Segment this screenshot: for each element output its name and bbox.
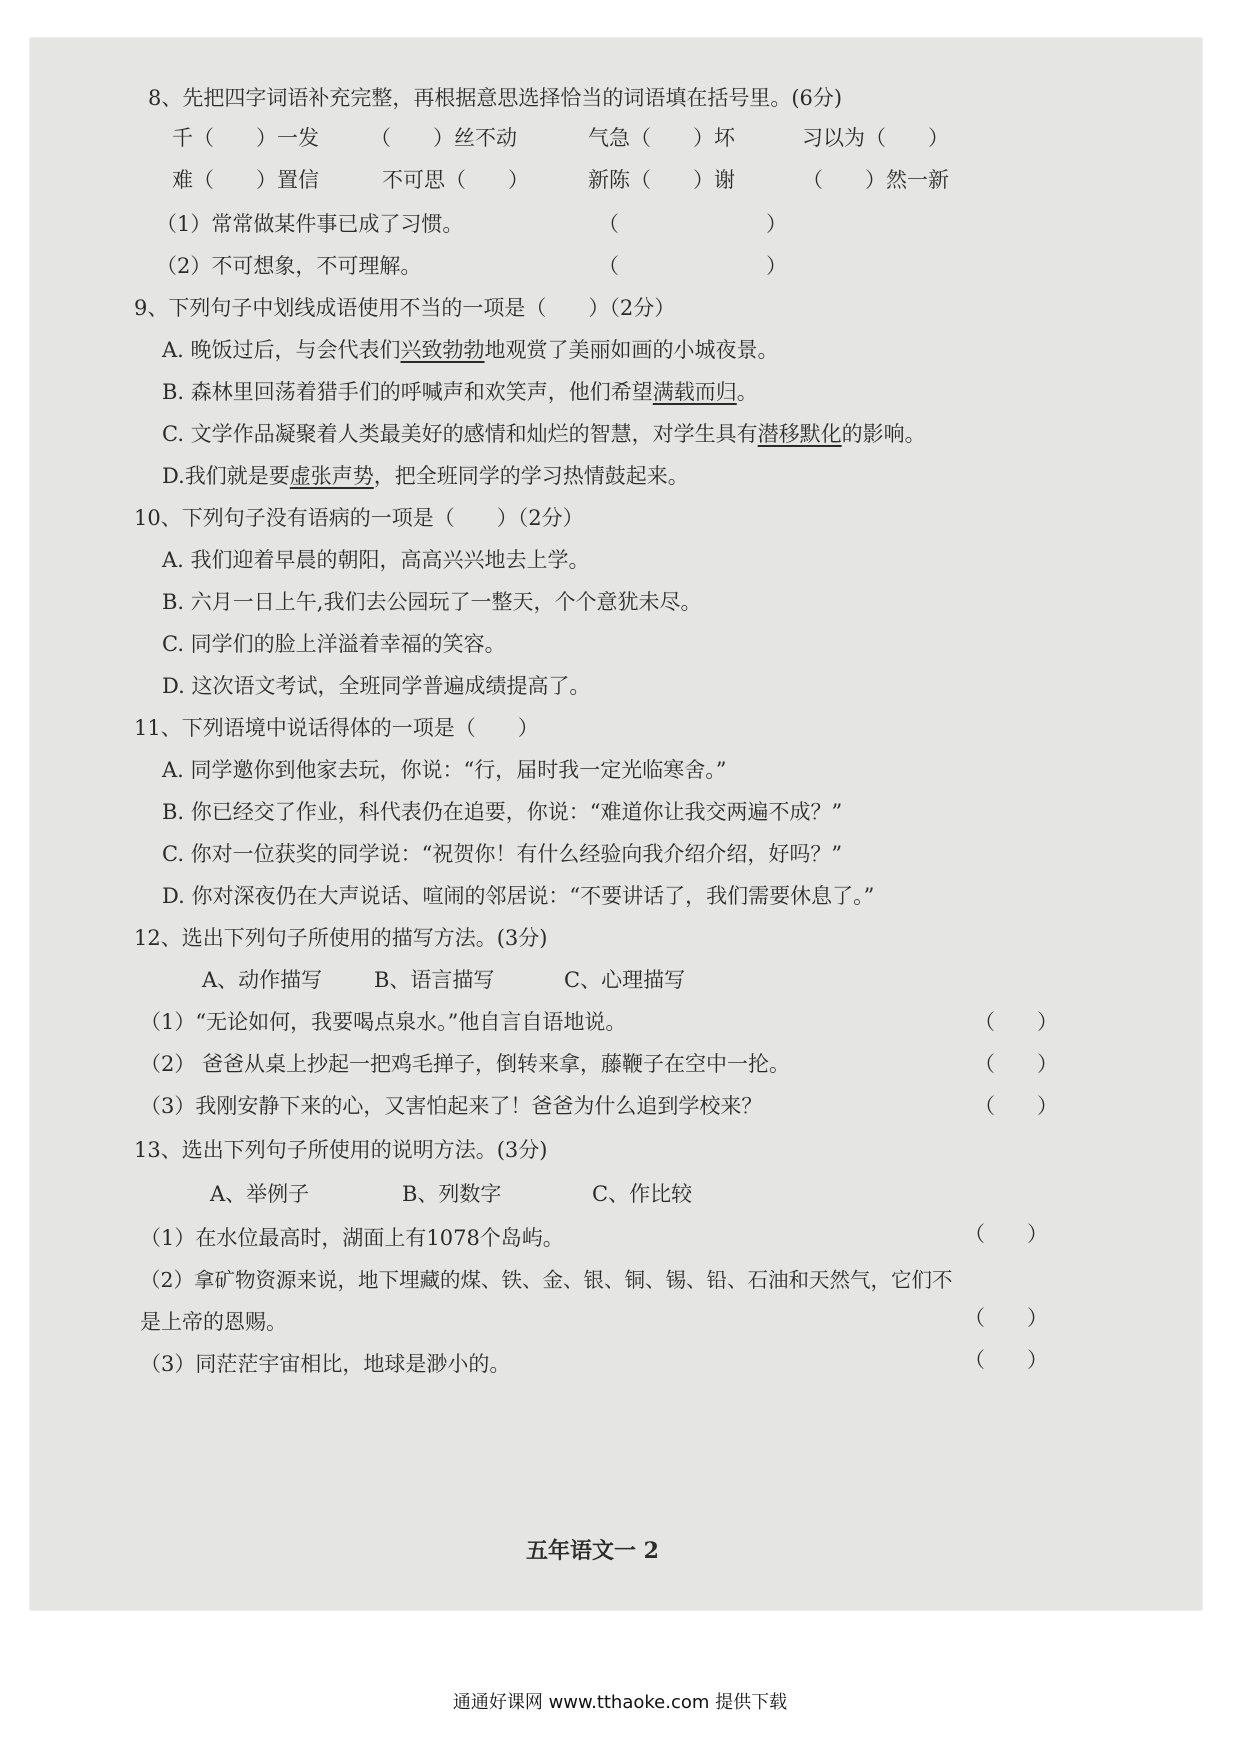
q8-title: 8、先把四字词语补充完整，再根据意思选择恰当的词语填在括号里。(6分): [148, 86, 843, 110]
q10-option-b: B. 六月一日上午,我们去公园玩了一整天，个个意犹未尽。: [162, 590, 702, 614]
q9-option-text: C. 文学作品凝聚着人类最美好的感情和灿烂的智慧，对学生具有: [162, 422, 758, 446]
q12-choices: [30, 966, 1202, 994]
q8-word: （ ）然一新: [802, 168, 949, 192]
q8-answer-blank-2[interactable]: （ ）: [598, 254, 787, 278]
q13-item-3: （3）同茫茫宇宙相比，地球是渺小的。: [140, 1352, 511, 1376]
q9-option-text: B. 森林里回荡着猎手们的呼喊声和欢笑声，他们希望: [162, 380, 653, 404]
q9-option-text: ，把全班同学的学习热情鼓起来。: [373, 464, 689, 488]
q12-choice: A、动作描写: [202, 968, 323, 992]
q8-word: 习以为（ ）: [802, 126, 949, 150]
q12-item-1: （1）“无论如何，我要喝点泉水。”他自言自语地说。: [140, 1010, 627, 1034]
q12-item-2: （2） 爸爸从桌上抄起一把鸡毛掸子，倒转来拿，藤鞭子在空中一抡。: [140, 1052, 791, 1076]
q12-title: 12、选出下列句子所使用的描写方法。(3分): [134, 926, 548, 950]
q9-option-text: A. 晚饭过后，与会代表们: [162, 338, 401, 362]
q13-item-1: （1）在水位最高时，湖面上有1078个岛屿。: [140, 1226, 564, 1250]
q8-answer-blank-1[interactable]: （ ）: [598, 212, 787, 236]
q8-word: 不可思（ ）: [382, 168, 529, 192]
q8-word: 千（ ）一发: [172, 126, 319, 150]
q13-item-2-line-2: 是上帝的恩赐。: [140, 1310, 287, 1334]
q9-option-d: [162, 462, 689, 490]
q12-choice: B、语言描写: [374, 968, 495, 992]
q8-word: 气急（ ）坏: [588, 126, 735, 150]
q8-item-2: （2）不可想象，不可理解。: [156, 254, 422, 278]
q13-answer-blank-1[interactable]: （ ）: [964, 1222, 1048, 1246]
q10-title: 10、下列句子没有语病的一项是（ ）（2分）: [134, 506, 584, 530]
q8-word-row-1: [30, 124, 1202, 152]
q9-option-text: 。: [736, 380, 758, 404]
q12-answer-blank-2[interactable]: （ ）: [974, 1052, 1058, 1076]
q11-option-d: D. 你对深夜仍在大声说话、喧闹的邻居说：“不要讲话了，我们需要休息了。”: [162, 884, 875, 908]
exam-sheet: [30, 38, 1202, 1610]
q10-option-a: A. 我们迎着早晨的朝阳，高高兴兴地去上学。: [162, 548, 590, 572]
q8-word: 新陈（ ）谢: [588, 168, 735, 192]
q9-underlined-idiom: 潜移默化: [757, 422, 842, 446]
page-footer: 五年语文一 2: [526, 1538, 659, 1564]
q9-option-text: 的影响。: [841, 422, 926, 446]
q8-word-row-2: [30, 166, 1202, 194]
q13-choices: [30, 1180, 1202, 1208]
q13-choice: C、作比较: [592, 1182, 693, 1206]
q12-item-3: （3）我刚安静下来的心，又害怕起来了！爸爸为什么追到学校来？: [140, 1094, 763, 1118]
q8-item-1: （1）常常做某件事已成了习惯。: [156, 212, 464, 236]
q9-underlined-idiom: 虚张声势: [289, 464, 374, 488]
q13-item-2-line-1: （2）拿矿物资源来说，地下埋藏的煤、铁、金、银、铜、锡、铅、石油和天然气，它们不: [140, 1268, 953, 1292]
q9-option-a: [162, 336, 779, 364]
q13-choice: A、举例子: [210, 1182, 310, 1206]
q9-title: 9、下列句子中划线成语使用不当的一项是（ ）（2分）: [134, 296, 676, 320]
q8-word: （ ）丝不动: [370, 126, 517, 150]
download-source-note: 通通好课网 www.tthaoke.com 提供下载: [452, 1692, 788, 1713]
q9-underlined-idiom: 兴致勃勃: [400, 338, 485, 362]
q13-choice: B、列数字: [402, 1182, 502, 1206]
q9-option-text: D.我们就是要: [162, 464, 290, 488]
q11-title: 11、下列语境中说话得体的一项是（ ）: [134, 716, 539, 740]
q11-option-c: C. 你对一位获奖的同学说：“祝贺你！有什么经验向我介绍介绍，好吗？”: [162, 842, 843, 866]
q13-answer-blank-2[interactable]: （ ）: [964, 1306, 1048, 1330]
q8-word: 难（ ）置信: [172, 168, 319, 192]
q9-option-b: [162, 378, 758, 406]
q12-answer-blank-1[interactable]: （ ）: [974, 1010, 1058, 1034]
q13-answer-blank-3[interactable]: （ ）: [964, 1348, 1048, 1372]
q12-choice: C、心理描写: [564, 968, 686, 992]
q12-answer-blank-3[interactable]: （ ）: [974, 1094, 1058, 1118]
q10-option-d: D. 这次语文考试，全班同学普遍成绩提高了。: [162, 674, 591, 698]
q10-option-c: C. 同学们的脸上洋溢着幸福的笑容。: [162, 632, 506, 656]
q9-option-text: 地观赏了美丽如画的小城夜景。: [484, 338, 779, 362]
q11-option-b: B. 你已经交了作业，科代表仍在追要，你说：“难道你让我交两遍不成？”: [162, 800, 843, 824]
q9-underlined-idiom: 满载而归: [652, 380, 737, 404]
q13-title: 13、选出下列句子所使用的说明方法。(3分): [134, 1138, 548, 1162]
q9-option-c: [162, 420, 926, 448]
q11-option-a: A. 同学邀你到他家去玩，你说：“行，届时我一定光临寒舍。”: [162, 758, 727, 782]
